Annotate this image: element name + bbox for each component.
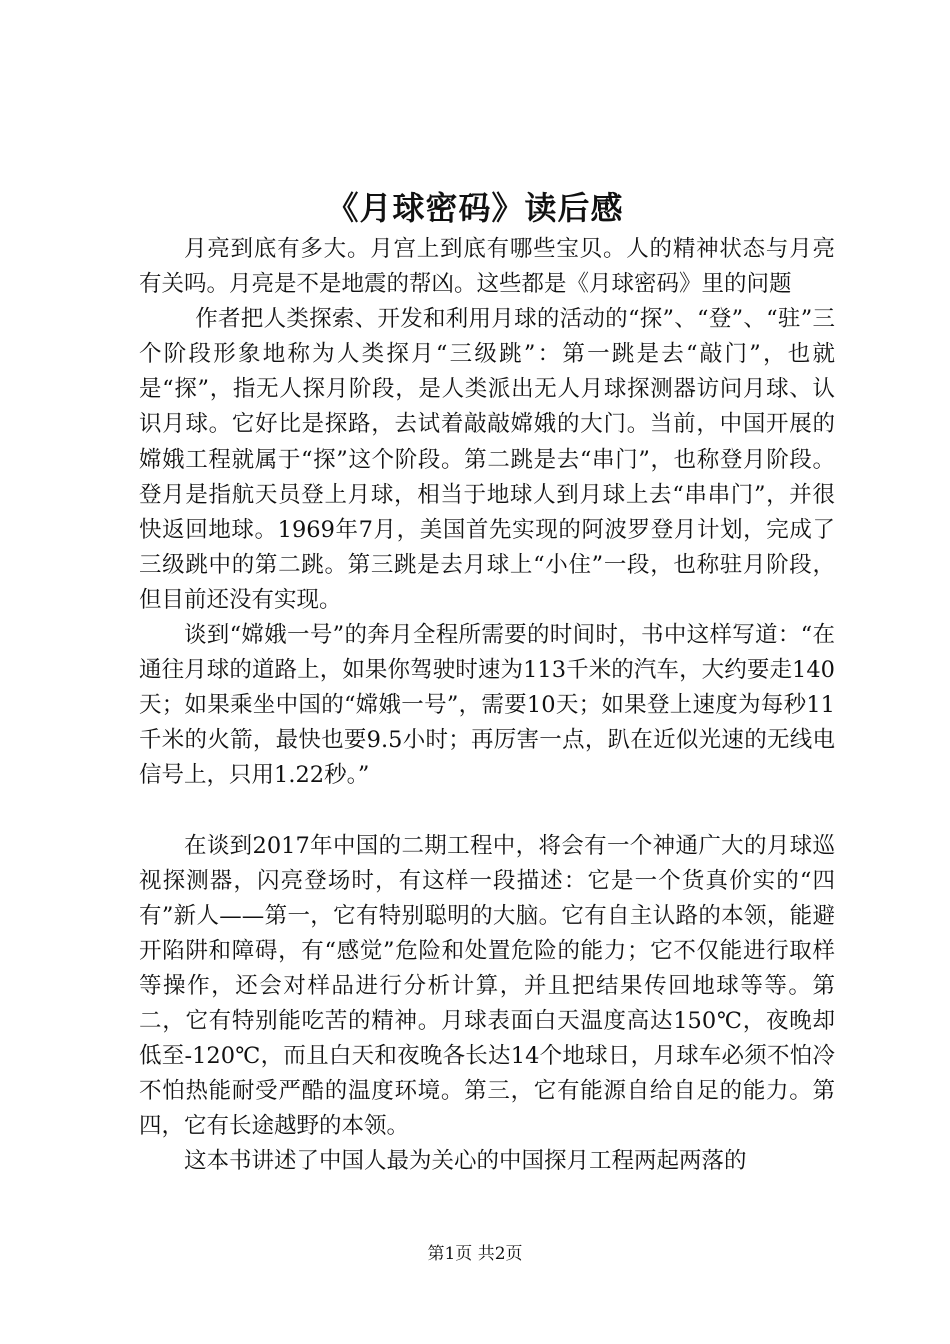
paragraph-travel-time: 谈到“嫦娥一号”的奔月全程所需要的时间时，书中这样写道：“在通往月球的道路上，如果你驾驶时速为113千米的汽车，大约要走140天；如果乘坐中国的“嫦娥一号”，需要10天；如果登上速度为每秒11千米的火箭，最快也要9.5小时；再厉害一点，趴在近似光速的无线电信号上，只用1.22秒。” — [139, 622, 835, 789]
paragraph-book-summary: 这本书讲述了中国人最为关心的中国探月工程两起两落的 — [184, 1148, 747, 1175]
paragraph-intro: 月亮到底有多大。月宫上到底有哪些宝贝。人的精神状态与月亮有关吗。月亮是不是地震的帮凶。这些都是《月球密码》里的问题 — [139, 236, 835, 298]
paragraph-rover: 在谈到2017年中国的二期工程中，将会有一个神通广大的月球巡视探测器，闪亮登场时，有这样一段描述：它是一个货真价实的“四有”新人——第一，它有特别聪明的大脑。它有自主认路的本领，能避开陷阱和障碍，有“感觉”危险和处置危险的能力；它不仅能进行取样等操作，还会对样品进行分析计算，并且把结果传回地球等等。第二，它有特别能吃苦的精神。月球表面白天温度高达150℃，夜晚却低至-120℃，而且白天和夜晚各长达14个地球日，月球车必须不怕冷不怕热能耐受严酷的温度环境。第三，它有能源自给自足的能力。第四，它有长途越野的本领。 — [139, 832, 835, 1140]
paragraph-three-jumps: 作者把人类探索、开发和利用月球的活动的“探”、“登”、“驻”三个阶段形象地称为人类探月“三级跳”：第一跳是去“敲门”，也就是“探”，指无人探月阶段，是人类派出无人月球探测器访问月球、认识月球。它好比是探路，去试着敲敲嫦娥的大门。当前，中国开展的嫦娥工程就属于“探”这个阶段。第二跳是去“串门”，也称登月阶段。登月是指航天员登上月球，相当于地球人到月球上去“串串门”，并很快返回地球。1969年7月，美国首先实现的阿波罗登月计划，完成了三级跳中的第二跳。第三跳是去月球上“小住”一段，也称驻月阶段，但目前还没有实现。 — [139, 306, 835, 613]
document-body — [139, 232, 835, 1180]
page-footer: 第1页 共2页 — [427, 1244, 523, 1264]
document-title: 《月球密码》读后感 — [326, 189, 624, 227]
blank-line — [139, 794, 835, 829]
